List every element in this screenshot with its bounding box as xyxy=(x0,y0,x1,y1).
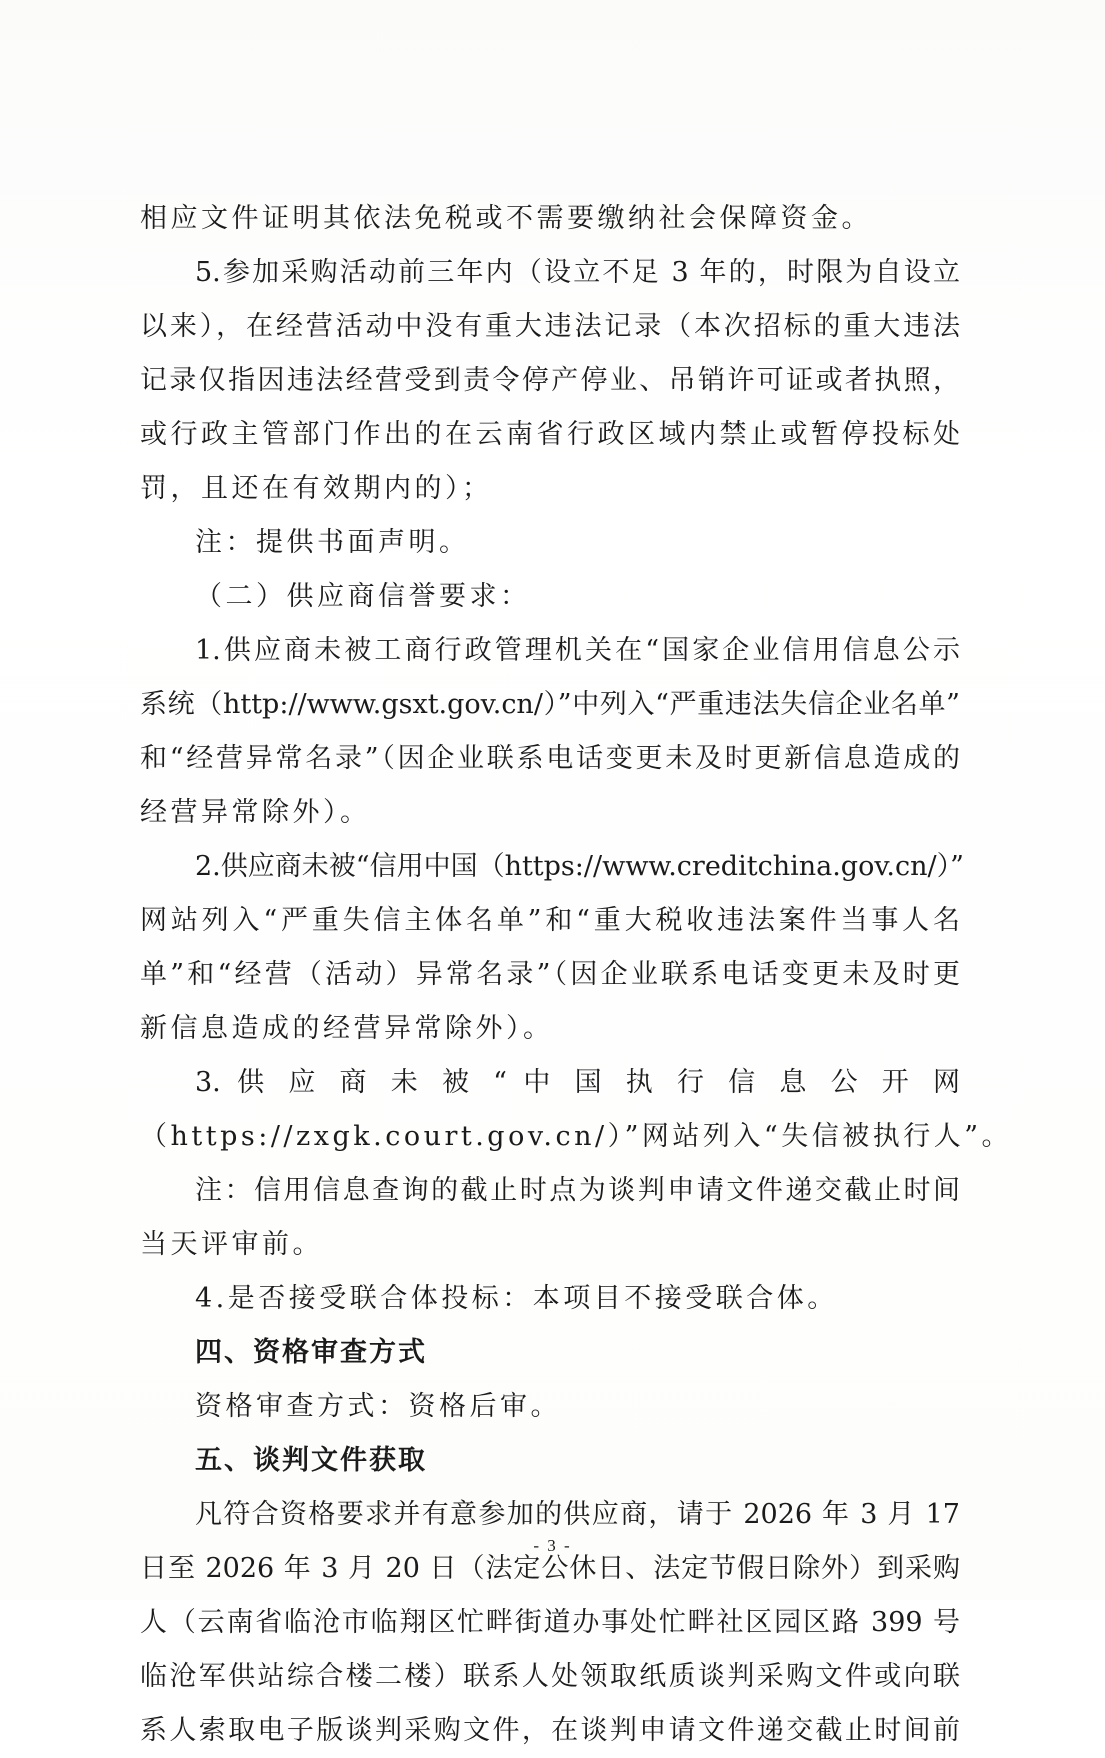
text-line-26: 日至 2026 年 3 月 20 日（法定公休日、法定节假日除外）到采购 xyxy=(140,1553,960,1584)
text-line-6: 罚，且还在有效期内的）； xyxy=(140,473,493,504)
subsection-heading-credit: （二）供应商信誉要求： xyxy=(195,581,531,612)
text-line-15: 单”和“经营（活动）异常名录”（因企业联系电话变更未及时更 xyxy=(140,959,960,990)
text-line-3: 以来），在经营活动中没有重大违法记录（本次招标的重大违法 xyxy=(140,311,960,342)
text-line-12: 经营异常除外）。 xyxy=(140,797,371,828)
text-line-21: 4.是否接受联合体投标：本项目不接受联合体。 xyxy=(195,1283,838,1314)
text-line-17: 3. 供 应 商 未 被 “ 中 国 执 行 信 息 公 开 网 xyxy=(195,1067,960,1098)
text-line-14: 网站列入“严重失信主体名单”和“重大税收违法案件当事人名 xyxy=(140,905,960,936)
text-line-18: （https://zxgk.court.gov.cn/）”网站列入“失信被执行人”。 xyxy=(140,1121,1012,1152)
text-line-2: 5.参加采购活动前三年内（设立不足 3 年的，时限为自设立 xyxy=(195,257,960,288)
text-line-1: 相应文件证明其依法免税或不需要缴纳社会保障资金。 xyxy=(140,203,872,234)
section-heading-document-acquisition: 五、谈判文件获取 xyxy=(195,1445,427,1476)
note-line-2: 注：信用信息查询的截止时点为谈判申请文件递交截止时间 xyxy=(195,1175,960,1206)
text-line-23: 资格审查方式：资格后审。 xyxy=(195,1391,561,1422)
text-line-20: 当天评审前。 xyxy=(140,1229,323,1260)
text-line-10: 系统（http://www.gsxt.gov.cn/）”中列入“严重违法失信企业名单” xyxy=(140,689,960,720)
text-line-9: 1.供应商未被工商行政管理机关在“国家企业信用信息公示 xyxy=(195,635,960,666)
text-line-25: 凡符合资格要求并有意参加的供应商，请于 2026 年 3 月 17 xyxy=(195,1499,960,1530)
text-line-27: 人（云南省临沧市临翔区忙畔街道办事处忙畔社区园区路 399 号 xyxy=(140,1607,960,1638)
text-line-4: 记录仅指因违法经营受到责令停产停业、吊销许可证或者执照， xyxy=(140,365,960,396)
document-body xyxy=(140,192,1012,1758)
text-line-29: 系人索取电子版谈判采购文件，在谈判申请文件递交截止时间前 xyxy=(140,1715,960,1746)
text-line-28: 临沧军供站综合楼二楼）联系人处领取纸质谈判采购文件或向联 xyxy=(140,1661,960,1692)
note-line-1: 注：提供书面声明。 xyxy=(195,527,470,558)
text-line-5: 或行政主管部门作出的在云南省行政区域内禁止或暂停投标处 xyxy=(140,419,960,450)
text-line-11: 和“经营异常名录”（因企业联系电话变更未及时更新信息造成的 xyxy=(140,743,960,774)
text-line-13: 2.供应商未被“信用中国（https://www.creditchina.gov.cn/）” xyxy=(195,851,964,882)
page-number: - 3 - xyxy=(533,1536,572,1555)
text-line-16: 新信息造成的经营异常除外）。 xyxy=(140,1013,554,1044)
section-heading-qualification-review: 四、资格审查方式 xyxy=(195,1337,427,1368)
